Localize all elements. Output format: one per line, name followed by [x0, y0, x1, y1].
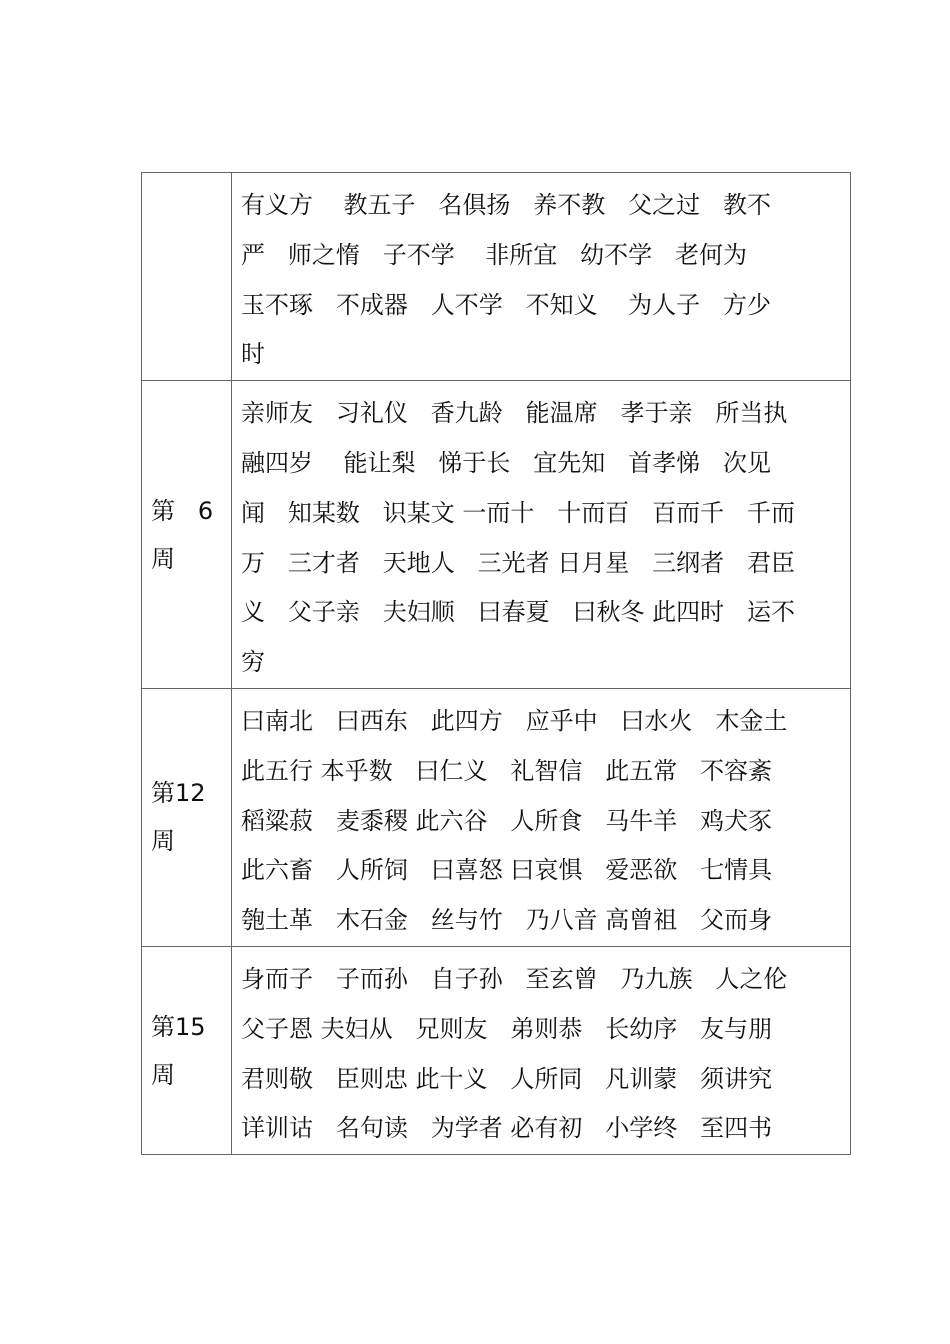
table-row — [142, 173, 851, 381]
week-cell — [142, 946, 232, 1154]
week-cell — [142, 688, 232, 946]
verse-line: 稻粱菽 麦黍稷 此六谷 人所食 马牛羊 鸡犬豕 — [241, 806, 773, 835]
verse-line: 穷 — [241, 648, 265, 677]
text-cell — [232, 688, 851, 946]
verse-line: 此五行 本乎数 曰仁义 礼智信 此五常 不容紊 — [241, 756, 773, 785]
week-cell — [142, 173, 232, 381]
text-cell — [232, 381, 851, 689]
verse-line: 身而子 子而孙 自子孙 至玄曾 乃九族 人之伦 — [241, 964, 788, 993]
week-cell — [142, 381, 232, 689]
verse-line: 君则敬 臣则忠 此十义 人所同 凡训蒙 须讲究 — [241, 1064, 773, 1093]
table-row — [142, 946, 851, 1154]
verse-line: 玉不琢 不成器 人不学 不知义 为人子 方少 — [241, 290, 772, 319]
verse-line: 万 三才者 天地人 三光者 日月星 三纲者 君臣 — [241, 548, 796, 577]
text-cell — [232, 173, 851, 381]
verse-line: 亲师友 习礼仪 香九龄 能温席 孝于亲 所当执 — [241, 399, 788, 428]
week-label: 第12 — [151, 779, 206, 808]
verse-line: 父子恩 夫妇从 兄则友 弟则恭 长幼序 友与朋 — [241, 1014, 773, 1043]
schedule-body — [142, 173, 851, 1155]
table-row — [142, 688, 851, 946]
verse-line: 闻 知某数 识某文 一而十 十而百 百而千 千而 — [241, 498, 796, 527]
verse-line: 义 父子亲 夫妇顺 曰春夏 曰秋冬 此四时 运不 — [241, 598, 796, 627]
verse-line: 严 师之惰 子不学 非所宜 幼不学 老何为 — [241, 240, 748, 269]
text-cell — [232, 946, 851, 1154]
table-row — [142, 381, 851, 689]
week-label: 第 6 — [151, 496, 214, 525]
verse-line: 匏土革 木石金 丝与竹 乃八音 高曾祖 父而身 — [241, 906, 773, 935]
verse-line: 融四岁 能让梨 悌于长 宜先知 首孝悌 次见 — [241, 448, 772, 477]
verse-line: 有义方 教五子 名俱扬 养不教 父之过 教不 — [241, 191, 772, 219]
week-label: 周 — [151, 827, 175, 856]
verse-line: 时 — [241, 340, 265, 369]
verse-line: 曰南北 曰西东 此四方 应乎中 曰水火 木金土 — [241, 706, 788, 735]
week-label: 周 — [151, 1060, 175, 1089]
verse-line: 详训诂 名句读 为学者 必有初 小学终 至四书 — [241, 1114, 773, 1143]
schedule-table — [141, 172, 851, 1155]
week-label: 第15 — [151, 1012, 206, 1041]
verse-line: 此六畜 人所饲 曰喜怒 曰哀惧 爱恶欲 七情具 — [241, 856, 773, 885]
week-label: 周 — [151, 544, 175, 573]
